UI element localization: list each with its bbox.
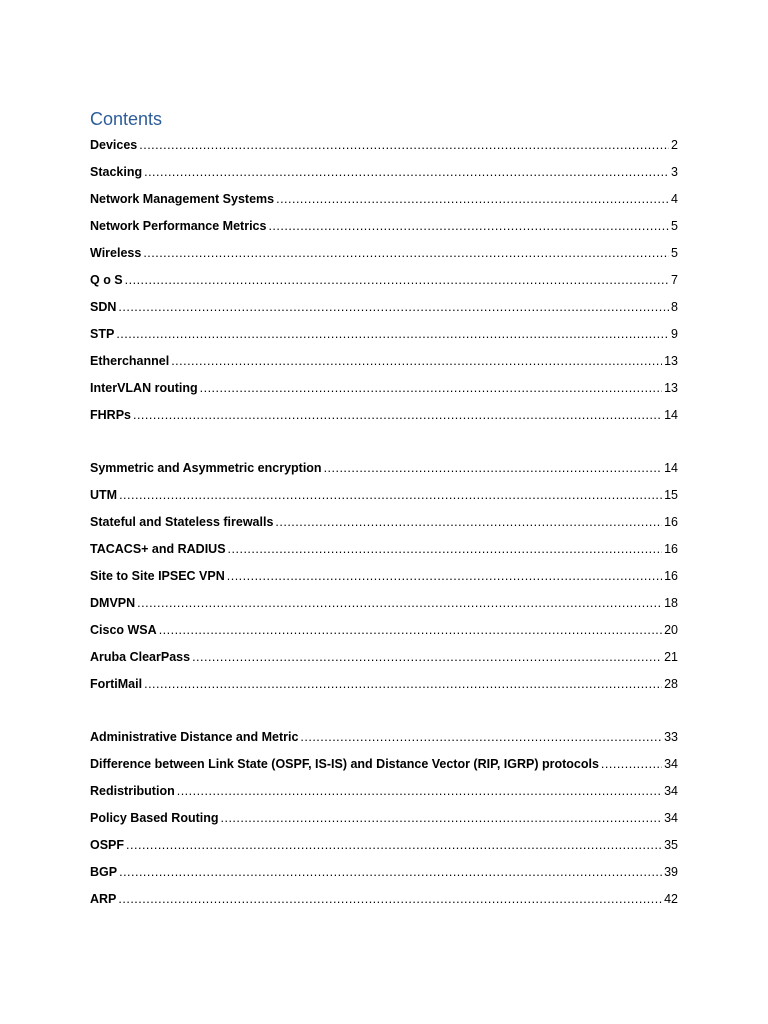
toc-entry[interactable] <box>90 326 678 353</box>
toc-entry-label: UTM <box>90 488 118 502</box>
table-of-contents <box>90 137 678 918</box>
toc-dot-leader <box>159 622 662 638</box>
toc-entry[interactable] <box>90 837 678 864</box>
toc-entry-page-number: 3 <box>671 165 678 179</box>
toc-entry-label: Administrative Distance and Metric <box>90 730 299 744</box>
toc-dot-leader <box>276 191 669 207</box>
toc-entry-page-number: 14 <box>664 408 678 422</box>
toc-entry-page-number: 4 <box>671 192 678 206</box>
toc-entry-label: Symmetric and Asymmetric encryption <box>90 461 322 475</box>
toc-entry-page-number: 33 <box>664 730 678 744</box>
toc-dot-leader <box>133 407 662 423</box>
toc-dot-leader <box>137 595 662 611</box>
toc-entry-page-number: 5 <box>671 246 678 260</box>
toc-group <box>90 137 678 434</box>
toc-entry-label: SDN <box>90 300 117 314</box>
toc-entry-page-number: 2 <box>671 138 678 152</box>
toc-entry[interactable] <box>90 191 678 218</box>
toc-entry-page-number: 42 <box>664 892 678 906</box>
toc-entry[interactable] <box>90 218 678 245</box>
toc-entry[interactable] <box>90 299 678 326</box>
toc-entry[interactable] <box>90 272 678 299</box>
toc-dot-leader <box>125 272 669 288</box>
toc-entry-page-number: 16 <box>664 542 678 556</box>
toc-entry[interactable] <box>90 891 678 918</box>
toc-entry-page-number: 13 <box>664 381 678 395</box>
toc-entry[interactable] <box>90 541 678 568</box>
toc-dot-leader <box>275 514 662 530</box>
toc-entry-page-number: 7 <box>671 273 678 287</box>
toc-entry[interactable] <box>90 380 678 407</box>
toc-dot-leader <box>119 864 662 880</box>
toc-dot-leader <box>118 299 669 315</box>
toc-entry[interactable] <box>90 245 678 272</box>
toc-entry-label: STP <box>90 327 115 341</box>
toc-entry-label: Redistribution <box>90 784 175 798</box>
toc-entry-page-number: 5 <box>671 219 678 233</box>
toc-dot-leader <box>144 676 662 692</box>
toc-entry[interactable] <box>90 810 678 837</box>
toc-entry[interactable] <box>90 649 678 676</box>
toc-entry-label: Wireless <box>90 246 142 260</box>
toc-dot-leader <box>139 137 669 153</box>
toc-entry-label: ARP <box>90 892 117 906</box>
toc-entry-label: DMVPN <box>90 596 136 610</box>
toc-entry[interactable] <box>90 729 678 756</box>
toc-dot-leader <box>144 164 669 180</box>
toc-dot-leader <box>119 487 662 503</box>
toc-entry-page-number: 35 <box>664 838 678 852</box>
toc-entry[interactable] <box>90 676 678 703</box>
toc-entry[interactable] <box>90 595 678 622</box>
toc-dot-leader <box>300 729 662 745</box>
toc-entry-page-number: 21 <box>664 650 678 664</box>
toc-entry-page-number: 39 <box>664 865 678 879</box>
toc-entry[interactable] <box>90 137 678 164</box>
toc-entry-page-number: 9 <box>671 327 678 341</box>
toc-entry-page-number: 8 <box>671 300 678 314</box>
toc-dot-leader <box>228 541 663 557</box>
toc-entry[interactable] <box>90 514 678 541</box>
toc-entry-label: Cisco WSA <box>90 623 157 637</box>
toc-dot-leader <box>324 460 663 476</box>
toc-entry-page-number: 34 <box>664 784 678 798</box>
toc-entry[interactable] <box>90 487 678 514</box>
toc-entry-page-number: 16 <box>664 569 678 583</box>
toc-entry-label: Etherchannel <box>90 354 170 368</box>
toc-entry-label: Network Management Systems <box>90 192 275 206</box>
toc-entry-label: Difference between Link State (OSPF, IS-IS) and Distance Vector (RIP, IGRP) protocols <box>90 757 599 771</box>
toc-dot-leader <box>221 810 663 826</box>
toc-entry-label: InterVLAN routing <box>90 381 198 395</box>
toc-group <box>90 460 678 703</box>
toc-dot-leader <box>143 245 669 261</box>
toc-entry[interactable] <box>90 407 678 434</box>
toc-entry[interactable] <box>90 164 678 191</box>
toc-entry-label: BGP <box>90 865 118 879</box>
toc-entry-label: Devices <box>90 138 138 152</box>
toc-entry-label: Aruba ClearPass <box>90 650 191 664</box>
toc-entry[interactable] <box>90 568 678 595</box>
toc-dot-leader <box>268 218 669 234</box>
toc-entry-label: Q o S <box>90 273 123 287</box>
toc-entry-label: Stacking <box>90 165 143 179</box>
toc-dot-leader <box>177 783 662 799</box>
toc-entry-page-number: 20 <box>664 623 678 637</box>
toc-entry-label: Policy Based Routing <box>90 811 219 825</box>
toc-dot-leader <box>601 756 662 772</box>
toc-entry-label: Network Performance Metrics <box>90 219 267 233</box>
toc-entry-page-number: 14 <box>664 461 678 475</box>
toc-entry[interactable] <box>90 353 678 380</box>
toc-dot-leader <box>116 326 669 342</box>
toc-entry-page-number: 13 <box>664 354 678 368</box>
toc-entry-label: Stateful and Stateless firewalls <box>90 515 274 529</box>
toc-entry-label: Site to Site IPSEC VPN <box>90 569 225 583</box>
toc-entry-page-number: 16 <box>664 515 678 529</box>
toc-entry-label: FortiMail <box>90 677 143 691</box>
toc-title: Contents <box>90 109 163 129</box>
toc-dot-leader <box>227 568 662 584</box>
toc-entry-page-number: 34 <box>664 811 678 825</box>
toc-entry[interactable] <box>90 460 678 487</box>
toc-entry-page-number: 28 <box>664 677 678 691</box>
toc-entry-label: TACACS+ and RADIUS <box>90 542 226 556</box>
toc-entry-label: OSPF <box>90 838 125 852</box>
toc-entry[interactable] <box>90 864 678 891</box>
toc-dot-leader <box>118 891 662 907</box>
toc-dot-leader <box>171 353 662 369</box>
toc-dot-leader <box>192 649 662 665</box>
toc-dot-leader <box>200 380 662 396</box>
toc-entry[interactable] <box>90 783 678 810</box>
toc-entry-page-number: 34 <box>664 757 678 771</box>
toc-entry-label: FHRPs <box>90 408 131 422</box>
toc-group <box>90 729 678 918</box>
toc-entry-page-number: 15 <box>664 488 678 502</box>
toc-entry[interactable] <box>90 756 678 783</box>
toc-entry[interactable] <box>90 622 678 649</box>
toc-entry-page-number: 18 <box>664 596 678 610</box>
toc-dot-leader <box>126 837 662 853</box>
